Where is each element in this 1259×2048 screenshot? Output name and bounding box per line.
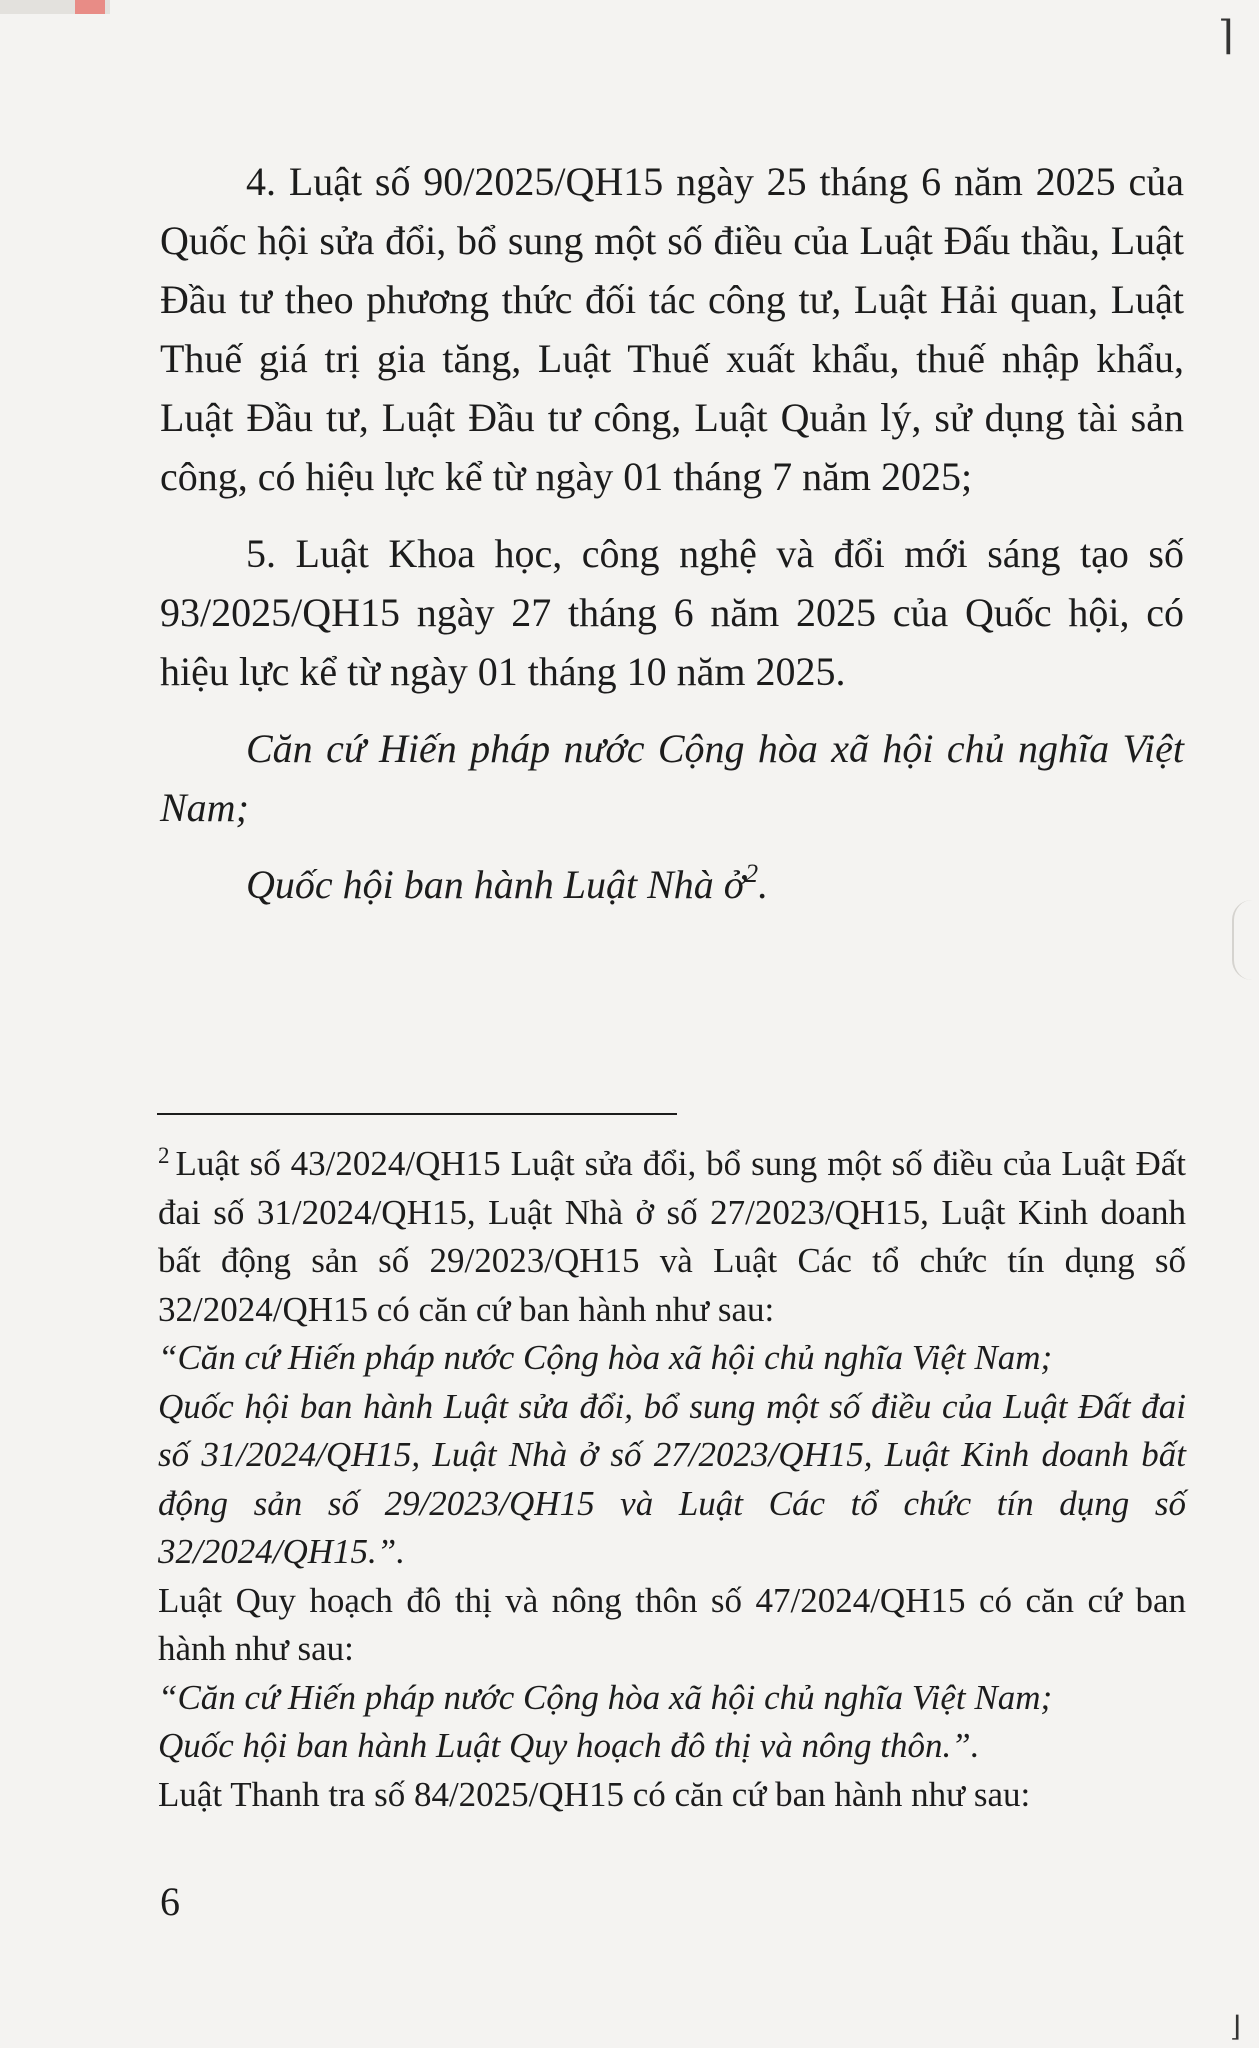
footnote-reference[interactable]: 2 [745,859,759,888]
footnote-quote-line: Quốc hội ban hành Luật sửa đổi, bổ sung một số điều của Luật Đất đai số 31/2024/QH15, Luật Nhà ở số 27/2023/QH15, Luật Kinh doanh bất động sản số 29/2023/QH15 và Luật Các tổ chức tín dụng số 32/2024/QH15.”. [158,1386,1186,1571]
scan-color-mark [75,0,105,14]
page-number: 6 [160,1879,180,1924]
footnote-line: Luật Thanh tra số 84/2025/QH15 có căn cứ ban hành như sau: [158,1774,1031,1814]
page-crop-mark-bottom: ⌋ [1230,2010,1241,2043]
footnote-separator [157,1113,677,1115]
footnote-quote-line: “Căn cứ Hiến pháp nước Cộng hòa xã hội chủ nghĩa Việt Nam; [158,1677,1053,1717]
footnote-quote-line: Quốc hội ban hành Luật Quy hoạch đô thị và nông thôn.”. [158,1726,980,1765]
page-crop-mark-top: ⌉ [1218,13,1234,59]
enactment-text: Quốc hội ban hành Luật Nhà ở [246,862,746,907]
legal-basis-paragraph: Căn cứ Hiến pháp nước Cộng hòa xã hội chủ nghĩa Việt Nam; [160,726,1184,830]
footnote-quote-line: “Căn cứ Hiến pháp nước Cộng hòa xã hội chủ nghĩa Việt Nam; [158,1338,1053,1377]
paragraph-item-5: 5. Luật Khoa học, công nghệ và đổi mới sáng tạo số 93/2025/QH15 ngày 27 tháng 6 năm 2025 của Quốc hội, có hiệu lực kể từ ngày 01 tháng 10 năm 2025. [160,531,1184,694]
footnote-marker: 2 [158,1143,170,1168]
enactment-paragraph [160,855,1184,914]
footnote-line [158,1140,1186,1334]
footnote-block [158,1140,1186,1819]
footnote-line: Luật Quy hoạch đô thị và nông thôn số 47/2024/QH15 có căn cứ ban hành như sau: [158,1580,1186,1668]
enactment-suffix: . [758,862,769,907]
main-text [160,152,1184,932]
binding-shadow [1232,900,1254,980]
footnote-text: Luật số 43/2024/QH15 Luật sửa đổi, bổ sung một số điều của Luật Đất đai số 31/2024/QH15, Luật Nhà ở số 27/2023/QH15, Luật Kinh doanh bất động sản số 29/2023/QH15 và Luật Các tổ chức tín dụng số 32/2024/QH15 có căn cứ ban hành như sau: [158,1144,1186,1329]
paragraph-item-4: 4. Luật số 90/2025/QH15 ngày 25 tháng 6 năm 2025 của Quốc hội sửa đổi, bổ sung một số điều của Luật Đấu thầu, Luật Đầu tư theo phương thức đối tác công tư, Luật Hải quan, Luật Thuế giá trị gia tăng, Luật Thuế xuất khẩu, thuế nhập khẩu, Luật Đầu tư, Luật Đầu tư công, Luật Quản lý, sử dụng tài sản công, có hiệu lực kể từ ngày 01 tháng 7 năm 2025; [160,159,1184,499]
